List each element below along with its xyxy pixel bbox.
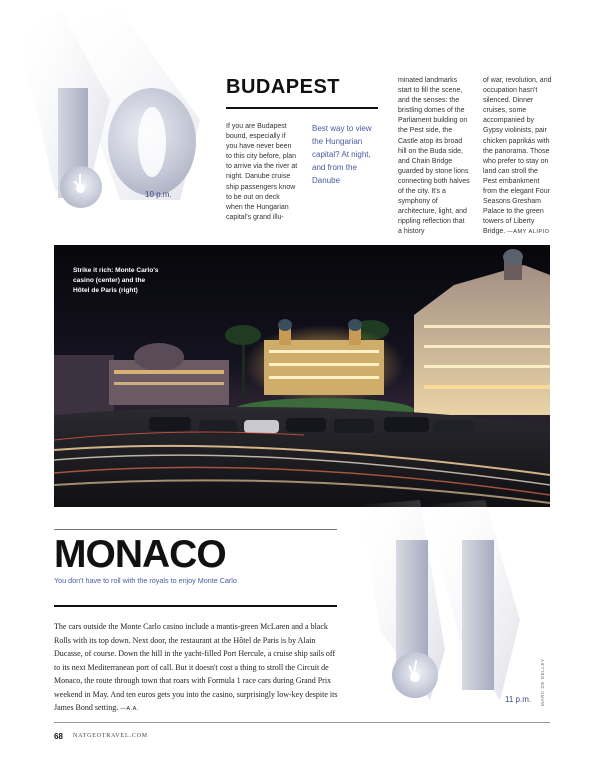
monaco-signature: —A.A. xyxy=(120,706,139,712)
page-number: 68 xyxy=(54,732,63,741)
budapest-pull-quote: Best way to view the Hungarian capital? At night, and from the Danube xyxy=(312,124,372,185)
monaco-dek: You don't have to roll with the royals to enjoy Monte Carlo xyxy=(54,576,237,585)
photo-caption: Strike it rich: Monte Carlo's casino (center) and the Hôtel de Paris (right) xyxy=(73,267,159,294)
monaco-body-text xyxy=(54,620,342,717)
numeral-11-motion-blur xyxy=(340,500,550,725)
numeral-11-second-stroke xyxy=(462,540,494,690)
time-label-11pm: 11 p.m. xyxy=(505,695,532,704)
budapest-signature: —AMY ALIPIO xyxy=(507,229,550,236)
budapest-column-4 xyxy=(483,76,553,238)
numeral-10-graphic xyxy=(0,0,215,230)
budapest-headline-rule xyxy=(226,107,378,109)
folio-rule xyxy=(54,722,550,723)
website-url: NATGEOTRAVEL.COM xyxy=(73,733,148,739)
numeral-0-glyph xyxy=(108,88,196,196)
budapest-headline: BUDAPEST xyxy=(226,76,341,98)
photo-credit: MARC DE DELLEY xyxy=(540,658,545,706)
time-label-10pm: 10 p.m. xyxy=(145,190,172,199)
clock-icon xyxy=(392,652,438,698)
numeral-11-graphic xyxy=(340,500,550,725)
monaco-body-rule xyxy=(54,605,337,607)
budapest-column-1: If you are Budapest bound, especially if you have never been to this city before, plan to arrive via the river at night. Danube cruise ship passengers know to be out on deck when the Hungarian capital's grand illu- xyxy=(226,123,298,221)
monaco-headline: MONACO xyxy=(54,533,226,576)
clock-icon xyxy=(60,166,102,208)
budapest-column-4-text: of war, revolution, and occupation hasn't silenced. Dinner cruises, some accompanied by Gypsy violinists, pair chicken paprikás with the panorama. Those who prefer to stay on land can stroll the Pest embankment from the elegant Four Seasons Gresham Palace to the green towers of Liberty Bridge. xyxy=(483,77,552,236)
budapest-column-3: minated landmarks start to fill the scene, and the senses: the bristling domes of the Parliament building on the Pest side, the Castle atop its broad hill on the Buda side, and Chain Bridge guarded by stone lions connecting both halves of the city. It's a symphony of architecture, light, and rippling reflection that a history xyxy=(398,77,470,236)
monaco-top-rule xyxy=(54,529,337,530)
monaco-body: The cars outside the Monte Carlo casino include a mantis-green McLaren and a black Rolls with its top down. Next door, the restaurant at the Hôtel de Paris is by Alain Ducasse, of course. Down the hill in the yacht-filled Port Hercule, a cruise ship sails off to its next Mediterranean port of call. But it doesn't cost a thing to stroll the Circuit de Monaco, the route through town that roars with Formula 1 race cars during Grand Prix weekend in May. And ten euros gets you into the casino, surprisingly low-key despite its James Bond setting. xyxy=(54,622,338,712)
